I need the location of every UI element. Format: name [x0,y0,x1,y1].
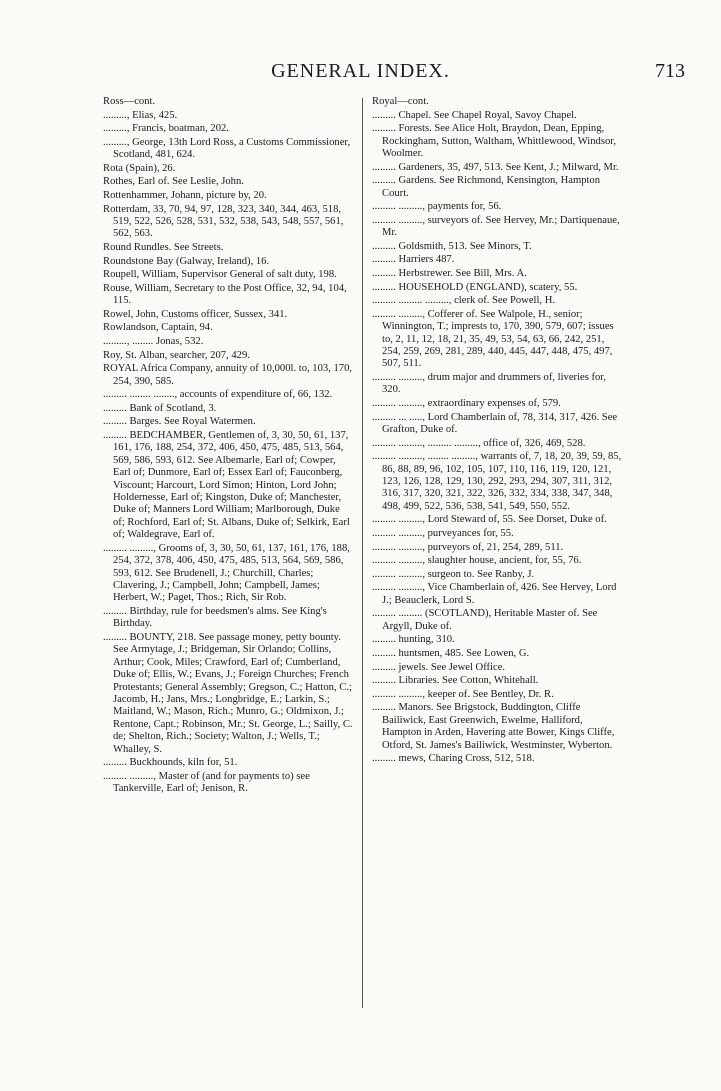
index-entry: Rottenhammer, Johann, picture by, 20. [103,189,267,201]
index-entry: ......... Birthday, rule for beedsmen's alms. See King's Birthday. [103,605,327,630]
index-entry: ......... ........., Master of (and for payments to) see Tankerville, Earl of; Jenison, R. [103,770,310,795]
index-entry: ......... ......... ........., clerk of. See Powell, H. [372,295,556,307]
index-entry: ......... ........., payments for, 56. [372,201,502,213]
index-entry: ......... ........., Grooms of, 3, 30, 50, 61, 137, 161, 176, 188, 254, 372, 378, 406, 450, 475, 485, 513, 564, 569, 586, 593, 612. See Brudenell, J.; Churchill, Charles; Clavering, J.; Campbell, John; Campbell, James; Herbert, W.; Paget, Thos.; Rich, Sir Rob. [103,542,350,604]
index-entry: ......... ......... (SCOTLAND), Heritable Master of. See Argyll, Duke of. [372,608,598,632]
index-entry: ......... Herbstrewer. See Bill, Mrs. A. [372,267,527,279]
index-entry: Round Rundles. See Streets. [103,241,224,253]
index-entry: Rouse, William, Secretary to the Post Office, 32, 94, 104, 115. [103,282,347,307]
index-entry: ......... ........., purveyances for, 55. [372,527,514,539]
index-entry: ........., George, 13th Lord Ross, a Customs Commissioner, Scotland, 481, 624. [103,136,351,161]
index-entry: Rowel, John, Customs officer, Sussex, 341. [103,308,288,320]
index-entry: ......... ........ ........, accounts of expenditure of, 66, 132. [103,389,333,401]
index-entry: ........., Francis, boatman, 202. [103,123,229,135]
index-entry: ......... ........., surgeon to. See Ranby, J. [372,568,535,580]
index-entry: Royal—cont. [372,96,429,107]
column-divider [362,98,363,1008]
index-entry: ......... jewels. See Jewel Office. [372,661,506,673]
index-entry: ROYAL Africa Company, annuity of 10,000l. to, 103, 170, 254, 390, 585. [103,363,353,387]
index-entry: ......... ........., slaughter house, ancient, for, 55, 76. [372,555,582,567]
index-entry: ......... ........., extraordinary expenses of, 579. [372,397,561,409]
index-entry: ......... BEDCHAMBER, Gentlemen of, 3, 30, 50, 61, 137, 161, 176, 188, 254, 372, 406, 450, 475, 485, 513, 564, 569, 586, 593, 612. See Albemarle, Earl of; Cowper, Earl of; Dunmore, Earl of; Essex Earl of; Fauconberg, Viscount; Harcourt, Lord Simon; Hinton, Lord John; Holdernesse, Earl of; Kingston, Duke of; Manchester, Duke of; Manners Lord William; Marlborough, Duke of; Rochford, Earl of; St. Albans, Duke of; Selkirk, Earl of; Waldegrave, Earl of. [103,429,350,541]
index-entry: ......... ........., surveyors of. See Hervey, Mr.; Dartiquenaue, Mr. [372,214,620,239]
index-entry: ......... Libraries. See Cotton, Whitehall. [372,675,539,687]
index-entry: ......... Chapel. See Chapel Royal, Savoy Chapel. [372,109,577,121]
index-entry: Ross—cont. [103,96,156,107]
index-entry: ......... Buckhounds, kiln for, 51. [103,757,238,769]
index-entry: ......... ... ....., Lord Chamberlain of, 78, 314, 317, 426. See Grafton, Duke of. [372,411,618,435]
index-entry: ......... Goldsmith, 513. See Minors, T. [372,240,532,252]
index-entry: ......... Harriers 487. [372,254,455,266]
index-entry: ......... huntsmen, 485. See Lowen, G. [372,647,530,659]
index-entry: ......... Barges. See Royal Watermen. [103,416,256,428]
index-entry: ......... ........., Vice Chamberlain of, 426. See Hervey, Lord J.; Beauclerk, Lord S. [372,582,617,606]
index-entry: Rotterdam, 33, 70, 94, 97, 128, 323, 340, 344, 463, 518, 519, 522, 526, 528, 531, 532, 538, 543, 548, 557, 561, 562, 563. [103,203,344,240]
index-entry: ......... mews, Charing Cross, 512, 518. [372,753,535,765]
index-entry: ......... ........., purveyors of, 21, 254, 289, 511. [372,541,564,553]
index-entry: ......... hunting, 310. [372,634,455,646]
index-entry: ......... Gardeners, 35, 497, 513. See Kent, J.; Milward, Mr. [372,161,619,173]
index-entry: ......... ........., drum major and drummers of, liveries for, 320. [372,371,607,396]
index-entry: Roy, St. Alban, searcher, 207, 429. [103,349,250,361]
index-entry: ......... ........., Lord Steward of, 55. See Dorset, Duke of. [372,514,607,526]
index-entry: ........., Elias, 425. [103,109,178,121]
index-entry: Rothes, Earl of. See Leslie, John. [103,176,244,188]
index-entry: ......... ........., keeper of. See Bentley, Dr. R. [372,688,554,700]
index-entry: ......... Gardens. See Richmond, Kensington, Hampton Court. [372,175,601,199]
index-entry: Rota (Spain), 26. [103,162,176,174]
index-entry: Roundstone Bay (Galway, Ireland), 16. [103,255,270,267]
index-entry: ......... Forests. See Alice Holt, Braydon, Dean, Epping, Rockingham, Sutton, Waltham, Whittlewood, Windsor, Woolmer. [372,123,616,159]
index-entry: ......... Bank of Scotland, 3. [103,402,217,414]
left-column [103,96,353,797]
index-entry: ......... HOUSEHOLD (ENGLAND), scatery, 55. [372,281,578,293]
index-entry: ........., ........ Jonas, 532. [103,335,204,347]
index-entry: Rowlandson, Captain, 94. [103,322,213,334]
index-entry: ......... ........., ......... ........., office of, 326, 469, 528. [372,437,586,449]
index-entry: Roupell, William, Supervisor General of salt duty, 198. [103,269,337,281]
index-entry: ......... ........., ........ ........., warrants of, 7, 18, 20, 39, 59, 85, 86, 88, 89, 96, 102, 105, 107, 110, 116, 119, 120, 121, 123, 126, 128, 129, 130, 292, 293, 294, 307, 311, 312, 316, 317, 320, 321, 322, 326, 332, 334, 338, 347, 348, 498, 499, 522, 536, 538, 541, 549, 550, 552. [372,451,622,512]
index-entry: ......... ........., Cofferer of. See Walpole, H., senior; Winnington, T.; imprests to, 170, 390, 579, 607; issues to, 2, 11, 12, 18, 21, 35, 49, 53, 54, 63, 66, 242, 251, 254, 259, 269, 281, 289, 440, 445, 447, 448, 475, 497, 507, 511. [372,308,614,370]
index-entry: ......... Manors. See Brigstock, Buddington, Cliffe Bailiwick, East Greenwich, Ewelme, Halliford, Hampton in Arden, Havering atte Bower, Kings Cliffe, Otford, St. James's Bailiwick, Westminster, Wyberton. [372,702,615,751]
index-entry: ......... BOUNTY, 218. See passage money, petty bounty. See Armytage, J.; Bridgeman, Sir Orlando; Collins, Arthur; Cook, Miles; Crawford, Earl of; Cumberland, Duke of; Ellis, W.; Evans, J.; Foreign Churches; French Protestants; General Assembly; Gregson, C.; Hatton, C.; Jacomb, H.; Jans, Mrs.; Longbridge, E.; Larkin, S.; Maitland, W.; Mason, Rich.; Munro, G.; Oldmixon, J.; Rentone, Capt.; Robinson, Mr.; St. George, L.; Sailly, C. de; Shelton, Rich.; Society; Walton, J.; Wells, T.; Whalley, S. [103,631,353,755]
running-title: GENERAL INDEX. [271,60,450,82]
page-number: 713 [655,60,685,82]
page-header [0,60,721,90]
right-column [372,96,622,767]
